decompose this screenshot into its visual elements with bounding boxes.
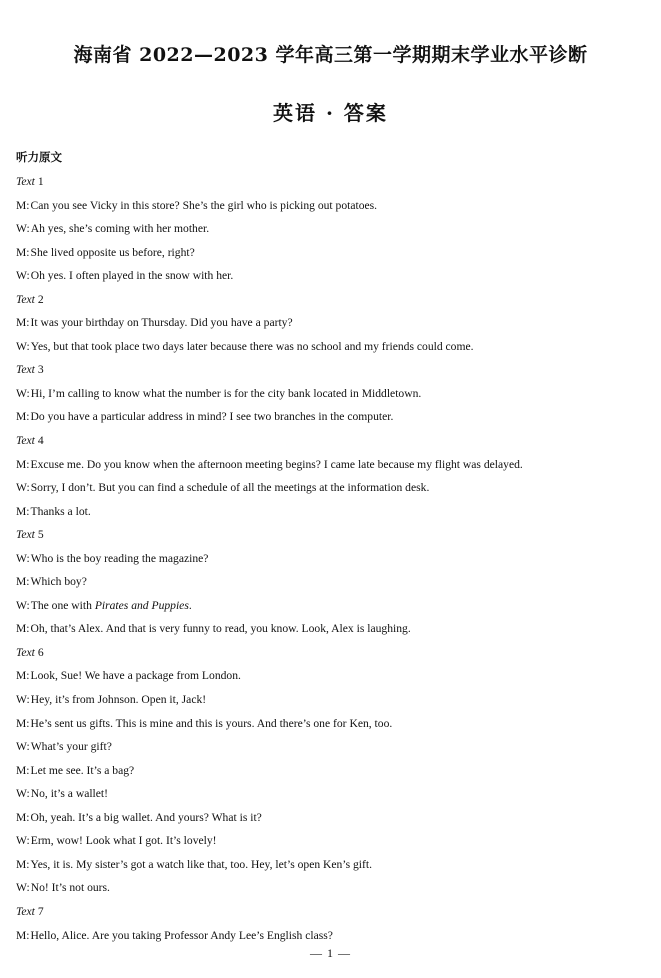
dialog-text: Hey, it’s from Johnson. Open it, Jack! [30,693,207,707]
speaker-label: M: [16,410,30,424]
dialog-text: Oh, yeah. It’s a big wallet. And yours? What is it? [30,810,262,824]
speaker-label: W: [16,339,30,353]
speaker-label: M: [16,810,30,824]
dialog-text: Let me see. It’s a bag? [30,763,135,777]
text-label [16,172,646,196]
dialog-line [16,808,646,832]
text-label-word: Text [16,645,35,659]
speaker-label: M: [16,716,30,730]
dialog-text: Who is the boy reading the magazine? [30,551,209,565]
dialog-text: Sorry, I don’t. But you can find a schedule of all the meetings at the information desk. [30,481,430,495]
dialog-line [16,619,646,643]
document-title: 海南省 2022—2023 学年高三第一学期期末学业水平诊断 [73,44,588,66]
dialog-line [16,666,646,690]
dialog-line [16,690,646,714]
text-label-word: Text [16,434,35,448]
speaker-label: W: [16,222,30,236]
speaker-label: W: [16,881,30,895]
dialog-line [16,737,646,761]
dialog-text: Can you see Vicky in this store? She’s the girl who is picking out potatoes. [30,198,378,212]
dialog-line [16,243,646,267]
speaker-label: M: [16,245,30,259]
speaker-label: W: [16,481,30,495]
dialog-text: No, it’s a wallet! [30,787,109,801]
speaker-label: M: [16,857,30,871]
text-label [16,290,646,314]
document-subtitle: 英语 · 答案 [273,101,388,125]
dialog-line [16,714,646,738]
dialog-text: Do you have a particular address in mind? I see two branches in the computer. [30,410,394,424]
dialog-text: It was your birthday on Thursday. Did you have a party? [30,316,293,330]
text-label-number: 2 [37,292,44,306]
dialog-text: Thanks a lot. [30,504,91,518]
dialog-line [16,855,646,879]
dialog-line [16,266,646,290]
speaker-label: M: [16,198,30,212]
dialog-line [16,784,646,808]
dialog-text: She lived opposite us before, right? [30,245,195,259]
text-label-word: Text [16,175,35,188]
speaker-label: W: [16,551,30,565]
dialog-text: Which boy? [30,575,87,589]
dialog-text: Ah yes, she’s coming with her mother. [30,222,210,236]
dialog-line [16,761,646,785]
speaker-label: M: [16,316,30,330]
dialog-text: Hello, Alice. Are you taking Professor Andy Lee’s English class? [30,928,333,942]
speaker-label: W: [16,834,30,848]
text-label-word: Text [16,292,35,306]
text-label-word: Text [16,363,35,377]
dialog-line [16,596,646,620]
speaker-label: W: [16,386,30,400]
dialog-text: Look, Sue! We have a package from London. [30,669,241,683]
dialog-text: Hi, I’m calling to know what the number is for the city bank located in Middletown. [30,386,422,400]
section-title: 听力原文 [16,150,62,164]
dialog-line [16,831,646,855]
dialog-line [16,337,646,361]
speaker-label: M: [16,575,30,589]
dialog-line [16,407,646,431]
dialog-text: Yes, it is. My sister’s got a watch like that, too. Hey, let’s open Ken’s gift. [30,857,372,871]
text-label-number: 7 [37,904,44,918]
text-label-number: 5 [37,528,44,542]
text-label-number: 3 [37,363,44,377]
dialog-text: Erm, wow! Look what I got. It’s lovely! [30,834,217,848]
speaker-label: W: [16,269,30,283]
dialog-text: Oh yes. I often played in the snow with her. [30,269,234,283]
text-label [16,360,646,384]
text-label [16,902,646,926]
dialog-text: Excuse me. Do you know when the afternoon meeting begins? I came late because my flight was delayed. [30,457,523,471]
book-title: Pirates and Puppies [94,598,189,612]
dialog-line [16,572,646,596]
text-label-number: 4 [37,434,44,448]
dialog-line [16,455,646,479]
text-label [16,431,646,455]
dialog-text: Oh, that’s Alex. And that is very funny to read, you know. Look, Alex is laughing. [30,622,411,636]
dialog-line [16,478,646,502]
text-label-word: Text [16,528,35,542]
speaker-label: M: [16,457,30,471]
dialog-text: Yes, but that took place two days later because there was no school and my friends could come. [30,339,474,353]
speaker-label: W: [16,598,30,612]
dialog-line [16,313,646,337]
speaker-label: M: [16,504,30,518]
speaker-label: W: [16,740,30,754]
dialog-line [16,878,646,902]
transcript-body [16,172,646,949]
dialog-text: He’s sent us gifts. This is mine and this is yours. And there’s one for Ken, too. [30,716,393,730]
speaker-label: M: [16,763,30,777]
dialog-text-end: . [188,598,192,612]
text-label [16,643,646,667]
speaker-label: M: [16,928,30,942]
text-label-number: 1 [37,175,44,188]
speaker-label: M: [16,622,30,636]
dialog-line [16,196,646,220]
speaker-label: W: [16,787,30,801]
text-label-word: Text [16,904,35,918]
speaker-label: W: [16,693,30,707]
dialog-text: The one with [30,598,95,612]
dialog-line [16,219,646,243]
dialog-line [16,502,646,526]
dialog-line [16,549,646,573]
speaker-label: M: [16,669,30,683]
dialog-text: No! It’s not ours. [30,881,110,895]
dialog-line [16,384,646,408]
text-label [16,525,646,549]
dialog-text: What’s your gift? [30,740,112,754]
page-number: — 1 — [310,946,351,960]
text-label-number: 6 [37,645,44,659]
